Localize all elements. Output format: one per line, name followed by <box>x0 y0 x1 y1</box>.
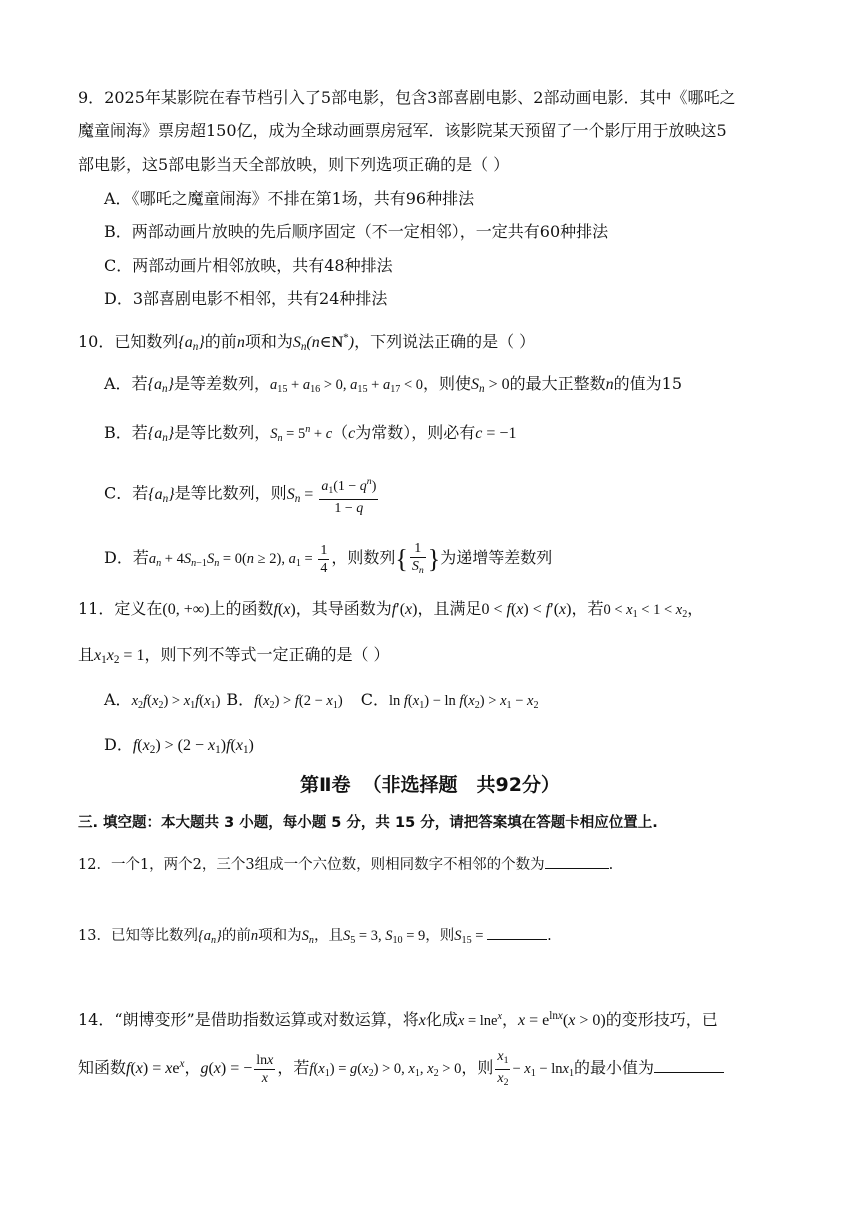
q9-number: 9． <box>78 88 105 107</box>
math-expr: $0 < x_1 < 1 < x_2$ <box>603 602 688 620</box>
math-expr: $a_n + 4S_{n-1}S_n = 0(n \ge 2)$, $a_1$ = $\frac{1}{4}$ <box>148 543 328 577</box>
math-expr: $S_n > 0$ <box>471 376 510 395</box>
math-expr: $f(x_1) = g(x_2) > 0$, $x_1$, $x_2 > 0$ <box>309 1060 462 1079</box>
math-expr: n <box>605 376 614 393</box>
math-expr: $\ln f(x_1) - \ln f(x_2) > x_1 - x_2$ <box>388 693 539 711</box>
q14-line1: 14．“朗博变形”是借助指数运算或对数运算，将x化成x = lne$^x$，$x = e^{lnx}(x > 0)$的变形技巧，已 <box>78 1010 718 1029</box>
math-expr: { $\frac{1}{S_n}$ } <box>395 541 441 576</box>
math-expr: n <box>236 334 245 351</box>
math-expr: (0, +∞) <box>162 601 210 618</box>
answer-blank[interactable] <box>487 923 547 940</box>
q9-option-c: C．两部动画片相邻放映，共有48种排法 <box>104 256 393 275</box>
math-expr: $S_5 = 3$, $S_{10} = 9$ <box>342 928 426 946</box>
q13: 13．已知等比数列$\{a_n\}$的前n项和为$S_n$，且$S_5 = 3$, $S_{10} = 9$，则$S_{15}$ = . <box>78 923 860 953</box>
math-expr: $S_n$ <box>301 928 314 946</box>
math-expr: $\{a_n\}$ <box>197 928 222 946</box>
q14-line2: 知函数$f(x) = xe^x$，g(x) = − $\frac{\ln x}{x}$ ，若$f(x_1) = g(x_2) > 0$, $x_1$, $x_2 > 0$，则 $\frac{x_1}{x_2}$ − $x_1 - \ln x_1$的最小值为 <box>78 1048 860 1091</box>
q10-option-b: B．若$\{a_n\}$是等比数列，$S_n = 5^n + c(c$为常数），则必有c = −1 <box>104 423 517 444</box>
math-expr: $f(x_2) > (2 - x_1)f(x_1)$ <box>132 737 254 756</box>
math-expr: $\frac{x_1}{x_2}$ − $x_1 - \ln x_1$ <box>497 1049 575 1088</box>
math-expr: x <box>418 1012 426 1029</box>
q11-option-d: D．$f(x_2) > (2 - x_1)f(x_1)$ <box>104 735 254 756</box>
math-expr: $x_2f(x_2) > x_1f(x_1)$ <box>131 693 221 711</box>
math-expr: g(x) = − $\frac{\ln x}{x}$ <box>200 1052 274 1086</box>
q9-option-b: B．两部动画片放映的先后顺序固定（不一定相邻），一定共有60种排法 <box>104 222 609 241</box>
math-expr: c = −1 <box>475 425 517 442</box>
q11-stem-2: 且$x_1x_2 = 1$，则下列不等式一定正确的是（ ） <box>78 645 390 666</box>
q9-line2: 魔童闹海》票房超150亿，成为全球动画票房冠军．该影院某天预留了一个影厅用于放映这5 <box>78 121 727 140</box>
q11-options-abc: A．$x_2f(x_2) > x_1f(x_1)$ B．$f(x_2) > f(2 - x_1)$ C．$\ln f(x_1) - \ln f(x_2) > x_1 - x_2$ <box>104 690 539 711</box>
q9-line1 <box>78 86 860 110</box>
math-expr: $f(x) = xe^x$ <box>126 1057 185 1077</box>
math-expr: $f(x_2) > f(2 - x_1)$ <box>254 693 343 711</box>
math-expr: x = lne$^x$ <box>457 1011 502 1029</box>
fill-in-header: 三. 填空题：本大题共 3 小题，每小题 5 分，共 15 分，请把答案填在答题卡相应位置上. <box>78 815 658 831</box>
math-expr: c <box>348 425 356 442</box>
q10-option-a: A．若$\{a_n\}$是等差数列，$a_{15} + a_{16} > 0$, $a_{15} + a_{17} < 0$，则使$S_n > 0$的最大正整数n的值为15 <box>104 374 683 395</box>
math-expr: $x_1x_2 = 1$ <box>94 647 145 666</box>
section-title: 第Ⅱ卷 （非选择题 共92分） <box>300 774 560 796</box>
math-expr: f′(x) <box>391 601 418 618</box>
math-expr: $\{a_n\}$ <box>178 334 205 353</box>
math-expr: $S_{15}$ = <box>454 928 488 946</box>
q9-line3: 部电影，这5部电影当天全部放映，则下列选项正确的是（ ） <box>78 155 510 174</box>
q10-stem: 10．已知数列$\{a_n\}$的前n项和为$S_n(n\in N^*)$，下列说法正确的是（ ） <box>78 332 536 353</box>
math-expr: $\{a_n\}$ <box>148 485 175 505</box>
answer-blank[interactable] <box>654 1056 724 1073</box>
math-expr: f(x) <box>273 601 296 618</box>
math-expr: 0 < f(x) < f′(x) <box>481 601 572 618</box>
q9-option-d: D．3部喜剧电影不相邻，共有24种排法 <box>104 289 388 308</box>
math-expr: $S_n = 5^n + c$ <box>270 424 333 444</box>
math-expr: $a_{15} + a_{16} > 0$, $a_{15} + a_{17} < 0$ <box>270 377 423 395</box>
math-expr: $\{a_n\}$ <box>147 425 175 444</box>
q11-stem-1: 11．定义在(0, +∞)上的函数f(x)，其导函数为f′(x)，且满足0 < f(x) < f′(x)，若$0 < x_1 < 1 < x_2$， <box>78 599 704 620</box>
answer-blank[interactable] <box>545 852 609 869</box>
q9-option-a: A．《哪吒之魔童闹海》不排在第1场，共有96种排法 <box>104 189 475 208</box>
q10-option-c: C．若$\{a_n\}$是等比数列，则$S_n$ = $\frac{a_1(1 - q^n)}{1 - q}$ <box>104 473 860 517</box>
q10-option-d: D．若$a_n + 4S_{n-1}S_n = 0(n \ge 2)$, $a_1$ = $\frac{1}{4}$ ，则数列{ $\frac{1}{S_n}$ }为递增等差数列 <box>104 541 553 577</box>
math-expr: $S_n(n\in N^*)$ <box>292 332 355 353</box>
math-expr: n <box>250 928 259 944</box>
math-expr: $x = e^{lnx}(x > 0)$ <box>517 1010 606 1029</box>
math-expr: $\{a_n\}$ <box>147 376 174 395</box>
math-expr: $S_n$ = $\frac{a_1(1 - q^n)}{1 - q}$ <box>287 486 381 503</box>
q9-stem-1: 2025年某影院在春节档引入了5部电影，包含3部喜剧电影、2部动画电影．其中《哪吒之 <box>104 88 736 107</box>
q12: 12．一个1，两个2，三个3组成一个六位数，则相同数字不相邻的个数为 . <box>78 852 860 877</box>
